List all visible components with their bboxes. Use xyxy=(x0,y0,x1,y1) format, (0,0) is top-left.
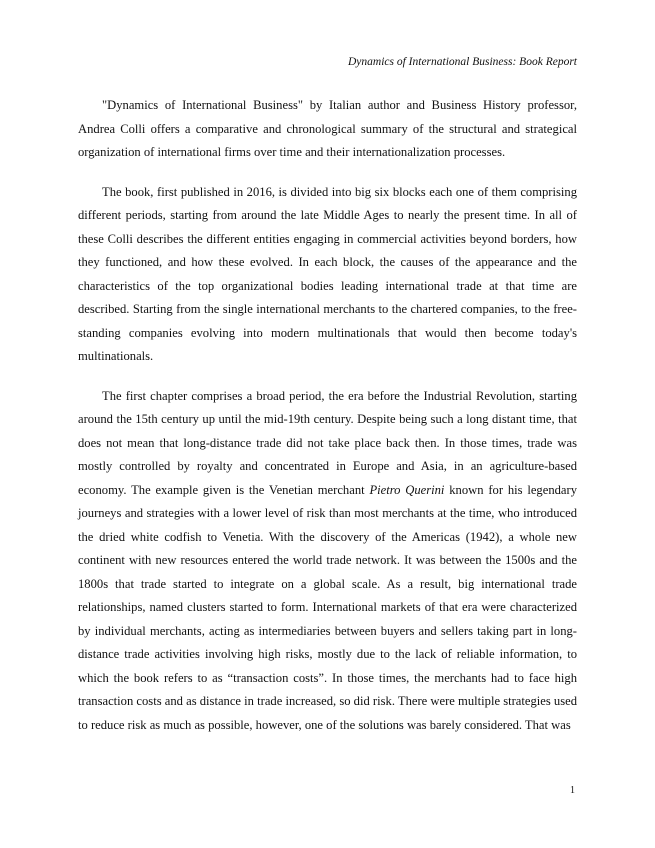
paragraph-text: known for his legendary journeys and strategies with a lower level of risk than most merchants at the time, who introduced the dried white codfish to Venetia. With the discovery of the Americas (1942), a whole new continent with new resources entered the world trade network. It was between the 1500s and the 1800s that trade started to integrate on a global scale. As a result, big international trade relationships, named clusters started to form. International markets of that era were characterized by individual merchants, acting as intermediaries between buyers and sellers taking part in long-distance trade activities involving high risks, mostly due to the lack of reliable information, to which the book refers to as “transaction costs”. In those times, the merchants had to face high transaction costs and as distance in trade increased, so did risk. There were multiple strategies used to reduce risk as much as possible, however, one of the solutions was barely considered. That was xyxy=(78,482,577,732)
paragraph-structure: The book, first published in 2016, is divided into big six blocks each one of them comprising different periods, starting from around the late Middle Ages to nearly the present time. In all of these Colli describes the different entities engaging in commercial activities beyond borders, how they functioned, and how these evolved. In each block, the causes of the appearance and the characteristics of the top organizational bodies leading international trade at that time are described. Starting from the single international merchants to the chartered companies, to the free-standing companies evolving into modern multinationals that would then become today's multinationals. xyxy=(78,184,577,363)
page-number: 1 xyxy=(570,785,575,796)
document-body xyxy=(78,94,577,753)
merchant-name: Pietro Querini xyxy=(369,482,445,497)
paragraph-text: The first chapter comprises a broad period, the era before the Industrial Revolution, starting around the 15th century up until the mid-19th century. Despite being such a long distant time, that does not mean that long-distance trade did not take place back then. In those times, trade was mostly controlled by royalty and concentrated in Europe and Asia, in an agriculture-based economy. The example given is the Venetian merchant xyxy=(78,388,577,497)
paragraph-first-chapter xyxy=(78,385,577,738)
running-header: Dynamics of International Business: Book Report xyxy=(347,56,577,68)
paragraph-intro: "Dynamics of International Business" by Italian author and Business History professor, Andrea Colli offers a comparative and chronological summary of the structural and strategical organization of international firms over time and their internationalization processes. xyxy=(78,98,577,159)
